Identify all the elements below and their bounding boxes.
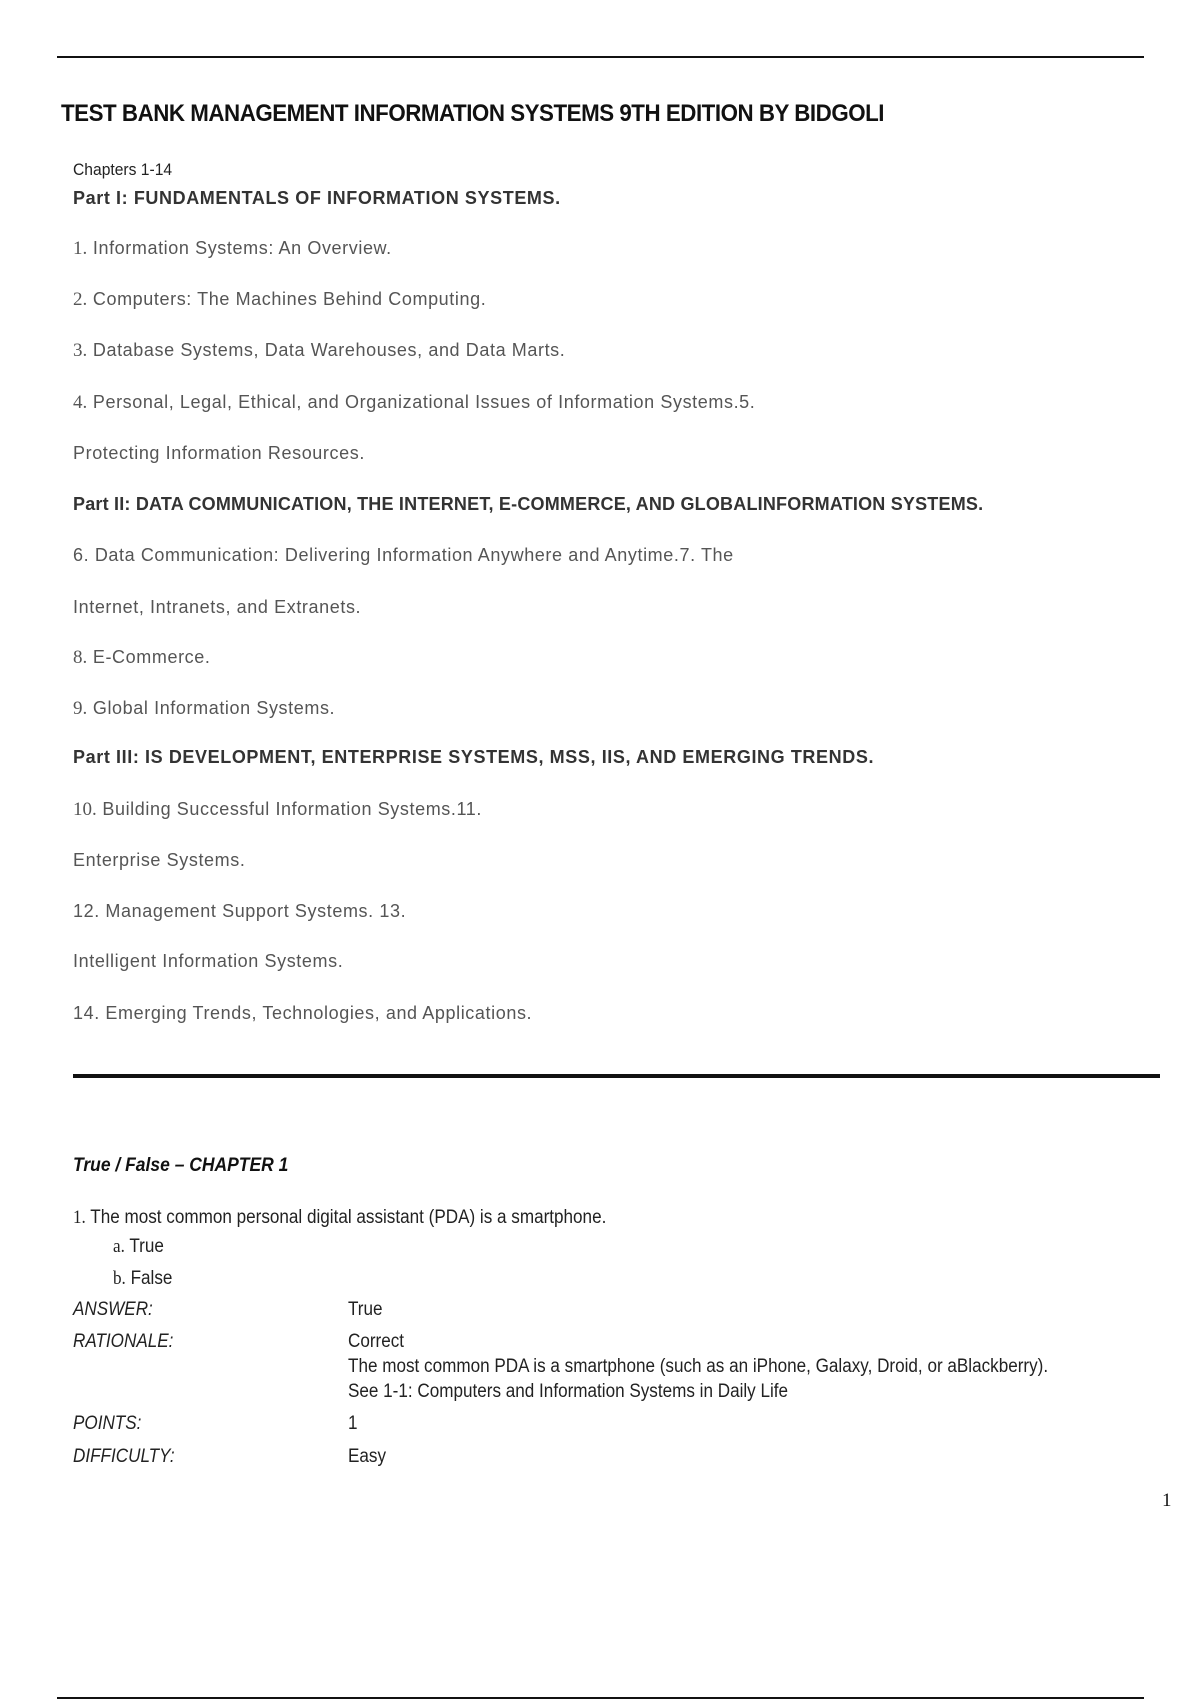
rationale-status: Correct: [348, 1331, 405, 1352]
option-letter: b.: [113, 1268, 126, 1289]
option-label: False: [130, 1268, 173, 1289]
toc-item-8: [73, 647, 210, 669]
toc-item-label: Personal, Legal, Ethical, and Organizational Issues of Information Systems.5.: [92, 392, 756, 412]
toc-item-number: 8.: [73, 647, 88, 668]
toc-item-13: Intelligent Information Systems.: [73, 951, 344, 971]
toc-item-label: Information Systems: An Overview.: [92, 238, 392, 258]
toc-item-number: 9.: [73, 698, 88, 719]
bottom-divider: [57, 1697, 1144, 1699]
difficulty-value: Easy: [348, 1446, 387, 1467]
difficulty-label: DIFFICULTY:: [73, 1446, 175, 1467]
rationale-label: RATIONALE:: [73, 1331, 174, 1352]
toc-item-1: [73, 238, 392, 260]
toc-item-number: 10.: [73, 799, 97, 820]
chapters-note: Chapters 1-14: [73, 160, 173, 179]
toc-item-label: E-Commerce.: [92, 647, 211, 667]
answer-label: ANSWER:: [73, 1299, 153, 1320]
toc-item-label: Global Information Systems.: [92, 698, 336, 718]
toc-item-5: Protecting Information Resources.: [73, 443, 365, 463]
toc-item-10: [73, 799, 482, 821]
rationale-explanation: The most common PDA is a smartphone (such as an iPhone, Galaxy, Droid, or aBlackberry).: [348, 1356, 1049, 1377]
answer-value: True: [348, 1299, 383, 1320]
toc-item-label: Building Successful Information Systems.11.: [102, 799, 482, 819]
rationale-reference: See 1-1: Computers and Information Systems in Daily Life: [348, 1381, 789, 1402]
toc-item-label: Database Systems, Data Warehouses, and Data Marts.: [92, 340, 566, 360]
top-divider: [57, 56, 1144, 58]
option-letter: a.: [113, 1236, 125, 1257]
toc-item-3: [73, 340, 565, 362]
question-stem: The most common personal digital assistant (PDA) is a smartphone.: [90, 1207, 607, 1228]
option-a: [113, 1236, 164, 1258]
option-b: [113, 1268, 172, 1290]
part2-heading: Part II: DATA COMMUNICATION, THE INTERNET, E-COMMERCE, AND GLOBALINFORMATION SYSTEMS.: [73, 494, 984, 514]
option-label: True: [129, 1236, 164, 1257]
page-number: 1: [1162, 1490, 1172, 1511]
part1-heading: Part I: FUNDAMENTALS OF INFORMATION SYSTEMS.: [73, 188, 561, 208]
toc-item-2: [73, 289, 486, 311]
toc-item-6: 6. Data Communication: Delivering Information Anywhere and Anytime.7. The: [73, 545, 734, 565]
part3-heading: Part III: IS DEVELOPMENT, ENTERPRISE SYSTEMS, MSS, IIS, AND EMERGING TRENDS.: [73, 747, 875, 767]
toc-item-number: 4.: [73, 392, 88, 413]
question-number: 1.: [73, 1207, 86, 1228]
toc-item-9: [73, 698, 335, 720]
toc-item-7: Internet, Intranets, and Extranets.: [73, 597, 362, 617]
toc-item-12: 12. Management Support Systems. 13.: [73, 901, 407, 921]
toc-item-number: 3.: [73, 340, 88, 361]
points-label: POINTS:: [73, 1413, 142, 1434]
toc-item-11: Enterprise Systems.: [73, 850, 246, 870]
document-title: TEST BANK MANAGEMENT INFORMATION SYSTEMS 9TH EDITION BY BIDGOLI: [61, 100, 885, 127]
section-divider: [73, 1074, 1160, 1078]
toc-item-4: [73, 392, 755, 414]
toc-item-number: 1.: [73, 238, 88, 259]
points-value: 1: [348, 1413, 358, 1434]
toc-item-label: Computers: The Machines Behind Computing.: [92, 289, 487, 309]
toc-item-14: 14. Emerging Trends, Technologies, and Applications.: [73, 1003, 533, 1023]
section-heading: True / False – CHAPTER 1: [73, 1155, 289, 1176]
question-text: [73, 1207, 606, 1229]
toc-item-number: 2.: [73, 289, 88, 310]
